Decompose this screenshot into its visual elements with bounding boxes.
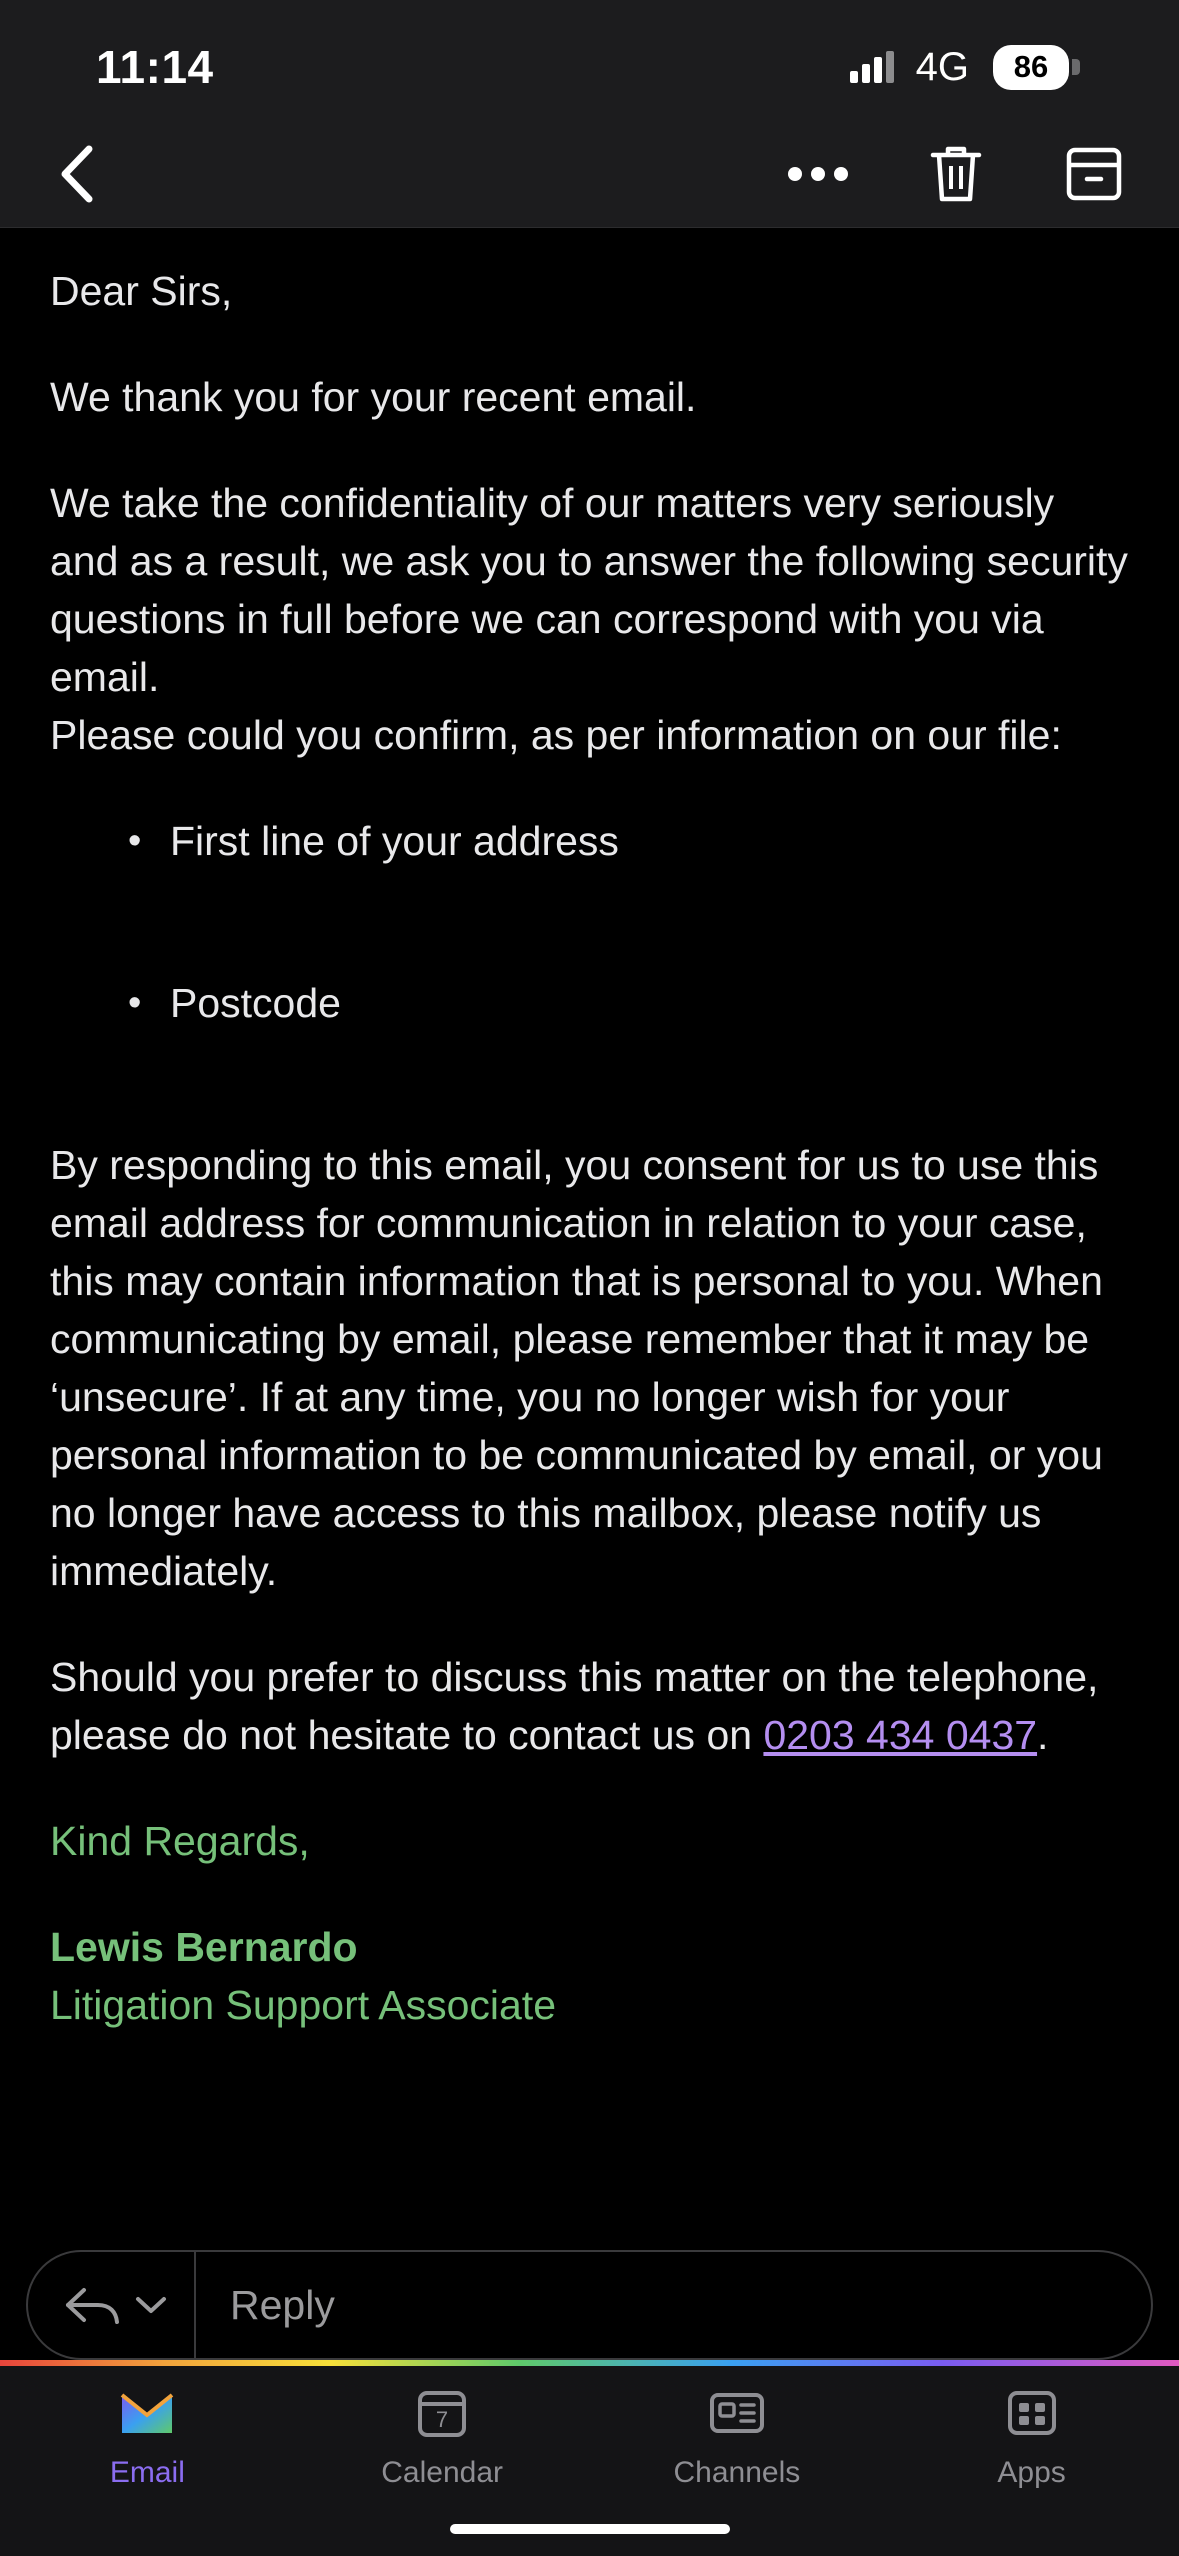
home-indicator[interactable] xyxy=(450,2524,730,2534)
tab-calendar[interactable] xyxy=(295,2382,590,2490)
email-paragraph-4: By responding to this email, you consent for us to use this email address for communication in relation to your case, this may contain information that is personal to you. When communicating by email, please remember that it may be ‘unsecure’. If at any time, you no longer wish for your personal information to be communicated by email, or you no longer have access to this mailbox, please notify us immediately. xyxy=(50,1142,1103,1594)
status-indicators xyxy=(850,45,1069,90)
delete-button[interactable] xyxy=(925,143,987,205)
status-time: 11:14 xyxy=(96,41,214,93)
reply-arrow-icon xyxy=(62,2280,122,2330)
email-paragraph-5 xyxy=(50,1648,1129,1764)
network-type-label: 4G xyxy=(915,44,969,89)
trash-icon xyxy=(929,143,983,205)
tab-label-calendar: Calendar xyxy=(381,2456,503,2489)
reply-action-group[interactable] xyxy=(62,2252,196,2358)
reply-bar[interactable] xyxy=(26,2250,1153,2360)
archive-icon xyxy=(1065,144,1123,204)
email-icon-glyph xyxy=(116,2385,178,2441)
status-bar xyxy=(0,0,1179,120)
signature-title: Litigation Support Associate xyxy=(50,1982,556,2028)
more-options-button[interactable] xyxy=(787,143,849,205)
calendar-icon xyxy=(414,2382,470,2444)
rainbow-divider xyxy=(0,2360,1179,2366)
list-item: • First line of your address xyxy=(50,812,1129,870)
navigation-bar xyxy=(0,120,1179,228)
email-paragraph-3: Please could you confirm, as per information on our file: xyxy=(50,712,1062,758)
tab-channels[interactable] xyxy=(590,2382,885,2490)
chevron-down-icon xyxy=(134,2294,168,2316)
tab-label-email: Email xyxy=(109,2456,185,2489)
battery-percentage: 86 xyxy=(993,45,1069,90)
chevron-left-icon xyxy=(55,143,97,205)
svg-text:7: 7 xyxy=(436,2407,449,2432)
tab-label-channels: Channels xyxy=(673,2456,801,2489)
tab-apps[interactable] xyxy=(884,2382,1179,2490)
email-paragraph-1: We thank you for your recent email. xyxy=(50,374,697,420)
email-paragraph-5-suffix: . xyxy=(1037,1712,1049,1758)
apps-icon-glyph xyxy=(1004,2385,1060,2441)
email-paragraph-2: We take the confidentiality of our matters very seriously and as a result, we ask you to answer the following security questions in full before we can correspond with you via email. xyxy=(50,480,1128,700)
phone-number-link[interactable]: 0203 434 0437 xyxy=(763,1712,1038,1758)
tab-bar xyxy=(0,2360,1179,2556)
channels-icon-glyph xyxy=(707,2387,767,2439)
email-greeting: Dear Sirs, xyxy=(50,268,233,314)
calendar-icon-glyph xyxy=(414,2385,470,2441)
list-item: • Postcode xyxy=(50,974,1129,1032)
archive-button[interactable] xyxy=(1063,143,1125,205)
signature-name: Lewis Bernardo xyxy=(50,1924,358,1970)
email-icon xyxy=(116,2382,178,2444)
signal-strength-icon xyxy=(850,51,894,83)
email-body[interactable] xyxy=(0,228,1179,2556)
email-paragraph-5-text: Should you prefer to discuss this matter on the telephone, please do not hesitate to contact us on xyxy=(50,1654,1099,1758)
reply-input[interactable]: Reply xyxy=(230,2281,335,2328)
signature-regards: Kind Regards, xyxy=(50,1818,310,1864)
tab-label-apps: Apps xyxy=(997,2456,1066,2489)
tab-email[interactable] xyxy=(0,2382,295,2490)
channels-icon xyxy=(707,2382,767,2444)
ellipsis-icon xyxy=(787,164,849,184)
back-button[interactable] xyxy=(46,144,106,204)
apps-icon xyxy=(1004,2382,1060,2444)
nav-actions xyxy=(787,143,1125,205)
security-questions-list xyxy=(50,812,1129,1032)
reply-bar-container xyxy=(0,2250,1179,2360)
